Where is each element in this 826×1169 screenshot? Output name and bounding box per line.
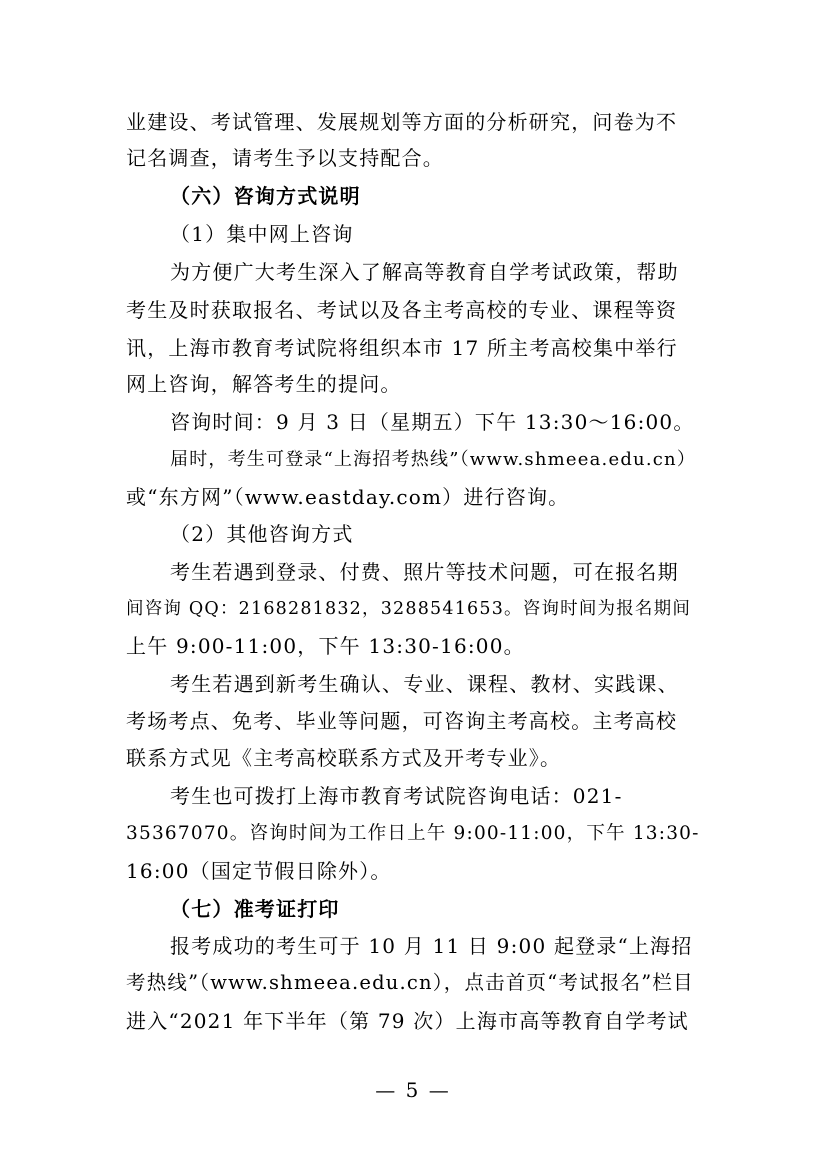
text-line: 报考成功的考生可于 10 月 11 日 9:00 起登录“上海招 [170, 934, 693, 958]
text-line: 考生若遇到登录、付费、照片等技术问题，可在报名期 [170, 560, 679, 584]
text-line: 考生及时获取报名、考试以及各主考高校的专业、课程等资 [126, 298, 678, 322]
text-line: 记名调查，请考生予以支持配合。 [126, 146, 444, 170]
text-line: 为方便广大考生深入了解高等教育自学考试政策，帮助 [170, 260, 679, 284]
text-line: 进入“2021 年下半年（第 79 次）上海市高等教育自学考试 [126, 1009, 689, 1033]
text-line: 考热线”（www.shmeea.edu.cn），点击首页“考试报名”栏目 [126, 971, 694, 994]
text-line: 考场考点、免考、毕业等问题，可咨询主考高校。主考高校 [126, 709, 678, 733]
text-line: 讯，上海市教育考试院将组织本市 17 所主考高校集中举行 [126, 336, 678, 360]
text-line: 联系方式见《主考高校联系方式及开考专业》。 [126, 746, 562, 770]
subsection-heading: （1）集中网上咨询 [170, 222, 354, 246]
text-line: 35367070。咨询时间为工作日上午 9:00-11:00，下午 13:30- [126, 823, 700, 844]
text-line: 咨询时间：9 月 3 日（星期五）下午 13:30～16:00。 [170, 410, 695, 434]
text-line: 届时，考生可登录“上海招考热线”（www.shmeea.edu.cn） [170, 449, 697, 470]
text-line: 考生也可拨打上海市教育考试院咨询电话：021- [170, 784, 623, 808]
text-line: 间咨询 QQ：2168281832，3288541653。咨询时间为报名期间 [126, 599, 692, 619]
text-line: 或“东方网”（www.eastday.com）进行咨询。 [126, 485, 570, 509]
subsection-heading: （2）其他咨询方式 [170, 522, 354, 546]
text-line: 上午 9:00-11:00，下午 13:30-16:00。 [126, 634, 525, 658]
section-heading: （七）准考证打印 [170, 897, 340, 921]
section-heading: （六）咨询方式说明 [170, 184, 361, 208]
text-line: 考生若遇到新考生确认、专业、课程、教材、实践课、 [170, 672, 679, 696]
text-line: 网上咨询，解答考生的提问。 [126, 372, 402, 396]
text-line: 16:00（国定节假日除外）。 [126, 859, 392, 883]
page-number: — 5 — [375, 1078, 451, 1102]
text-line: 业建设、考试管理、发展规划等方面的分析研究，问卷为不 [126, 110, 678, 134]
